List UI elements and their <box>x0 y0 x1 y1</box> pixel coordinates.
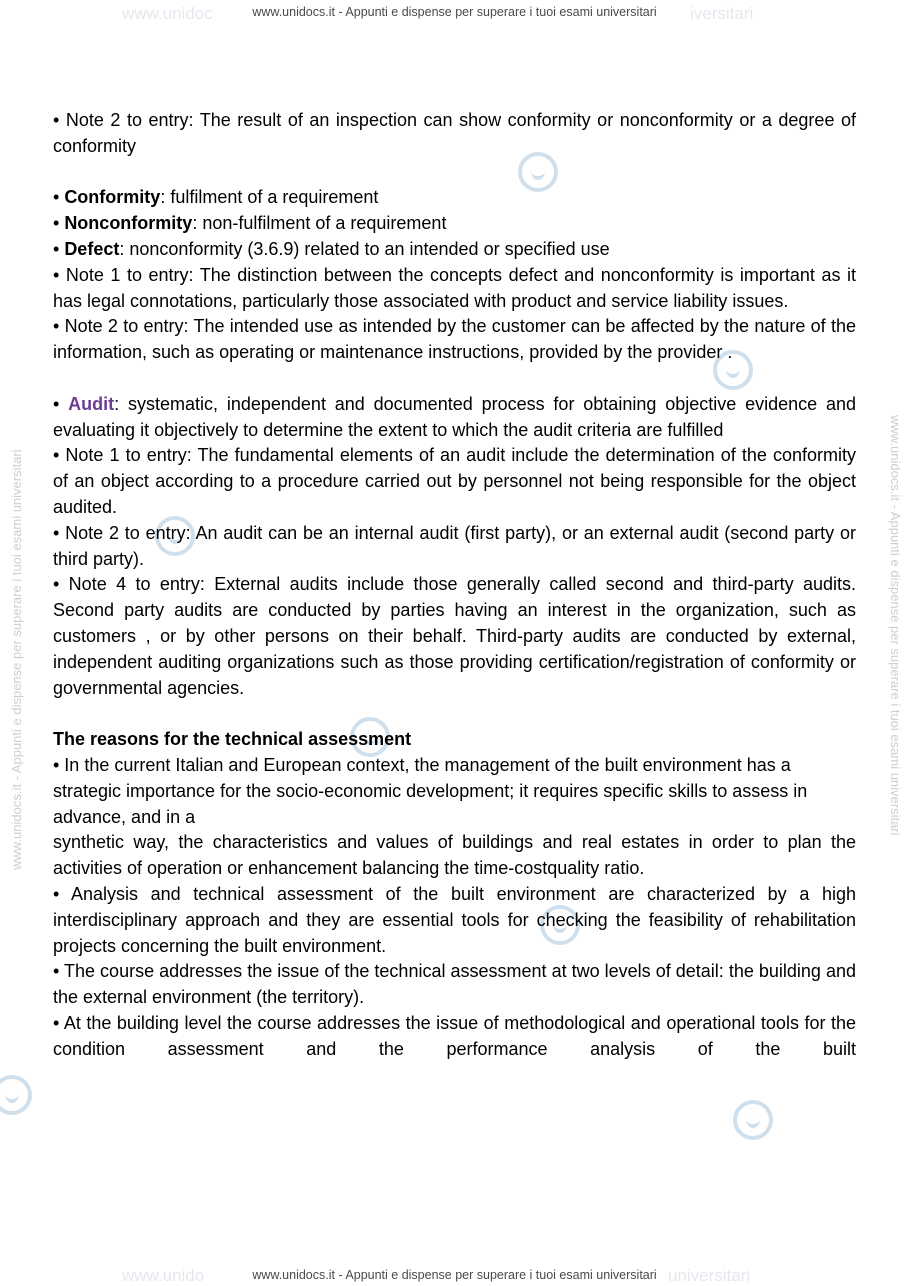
watermark-ghost-bottom-right: universitari <box>668 1266 751 1285</box>
spacer <box>53 160 856 186</box>
conformity-term: Conformity <box>64 187 161 208</box>
audit-text: : systematic, independent and documented process for obtaining objective evidence and evaluating it objectively to determine the extent to which the audit criteria are fulfilled <box>53 393 856 440</box>
spacer <box>53 366 856 392</box>
audit-note-4: • Note 4 to entry: External audits include those generally called second and third-party audits. Second party audits are conducted by parties having an interest in the organization, such as customers , or by other persons on their behalf. Third-party audits are conducted by external, independent auditing organizations such as those providing certification/registration of conformity or governmental agencies. <box>53 574 856 698</box>
watermark-ghost-top-left: www.unidoc <box>122 4 213 23</box>
reason-4: • At the building level the course addresses the issue of methodological and operational tools for the condition assessment and the performance analysis of the built <box>53 1012 856 1059</box>
reason-1-part-a: • In the current Italian and European context, the management of the built environment has a strategic importance for the socio-economic development; it requires specific skills to assess in advance, and in a <box>53 754 808 827</box>
footer-watermark: www.unidocs.it - Appunti e dispense per superare i tuoi esami universitari <box>252 1268 657 1282</box>
watermark-ghost-top-right: iversitari <box>690 4 754 23</box>
right-side-watermark: www.unidocs.it - Appunti e dispense per superare i tuoi esami universitari <box>888 415 903 836</box>
watermark-logo-icon <box>733 1100 773 1140</box>
nonconformity-term: Nonconformity <box>64 213 193 234</box>
reason-1-part-b: synthetic way, the characteristics and values of buildings and real estates in order to plan the activities of operation or enhancement balancing the time-costquality ratio. <box>53 832 856 879</box>
watermark-logo-icon <box>0 1075 32 1115</box>
conformity-definition: • Conformity: fulfilment of a requirement <box>53 187 379 208</box>
defect-term: Defect <box>64 238 120 259</box>
section-heading: The reasons for the technical assessment <box>53 729 412 750</box>
audit-term: Audit <box>68 393 115 414</box>
reason-2: • Analysis and technical assessment of the built environment are characterized by a high interdisciplinary approach and they are essential tools for checking the feasibility of rehabilitation projects concerning the built environment. <box>53 883 856 956</box>
audit-note-2: • Note 2 to entry: An audit can be an internal audit (first party), or an external audit (second party or third party). <box>53 522 856 569</box>
inspection-note-2: • Note 2 to entry: The result of an inspection can show conformity or nonconformity or a degree of conformity <box>53 110 856 156</box>
reason-3: • The course addresses the issue of the technical assessment at two levels of detail: the building and the external environment (the territory). <box>53 961 856 1008</box>
document-body <box>53 108 856 1062</box>
defect-note-1: • Note 1 to entry: The distinction between the concepts defect and nonconformity is important as it has legal connotations, particularly those associated with product and service liability issues. <box>53 264 856 311</box>
defect-definition: • Defect: nonconformity (3.6.9) related to an intended or specified use <box>53 238 610 259</box>
watermark-ghost-bottom-left: www.unido <box>122 1266 205 1285</box>
audit-definition: • Audit: systematic, independent and documented process for obtaining objective evidence and evaluating it objectively to determine the extent to which the audit criteria are fulfilled <box>53 393 856 440</box>
defect-note-2: • Note 2 to entry: The intended use as intended by the customer can be affected by the nature of the information, such as operating or maintenance instructions, provided by the provider . <box>53 316 856 363</box>
left-side-watermark: www.unidocs.it - Appunti e dispense per superare i tuoi esami universitari <box>9 449 24 870</box>
audit-note-1: • Note 1 to entry: The fundamental elements of an audit include the determination of the conformity of an object according to a procedure carried out by personnel not being responsible for the object audited. <box>53 445 856 517</box>
header-watermark: www.unidocs.it - Appunti e dispense per superare i tuoi esami universitari <box>252 5 657 19</box>
nonconformity-definition: • Nonconformity: non-fulfilment of a requirement <box>53 213 447 234</box>
spacer <box>53 701 856 727</box>
defect-text: : nonconformity (3.6.9) related to an intended or specified use <box>119 238 610 259</box>
conformity-text: : fulfilment of a requirement <box>160 187 379 208</box>
nonconformity-text: : non-fulfilment of a requirement <box>192 213 447 234</box>
